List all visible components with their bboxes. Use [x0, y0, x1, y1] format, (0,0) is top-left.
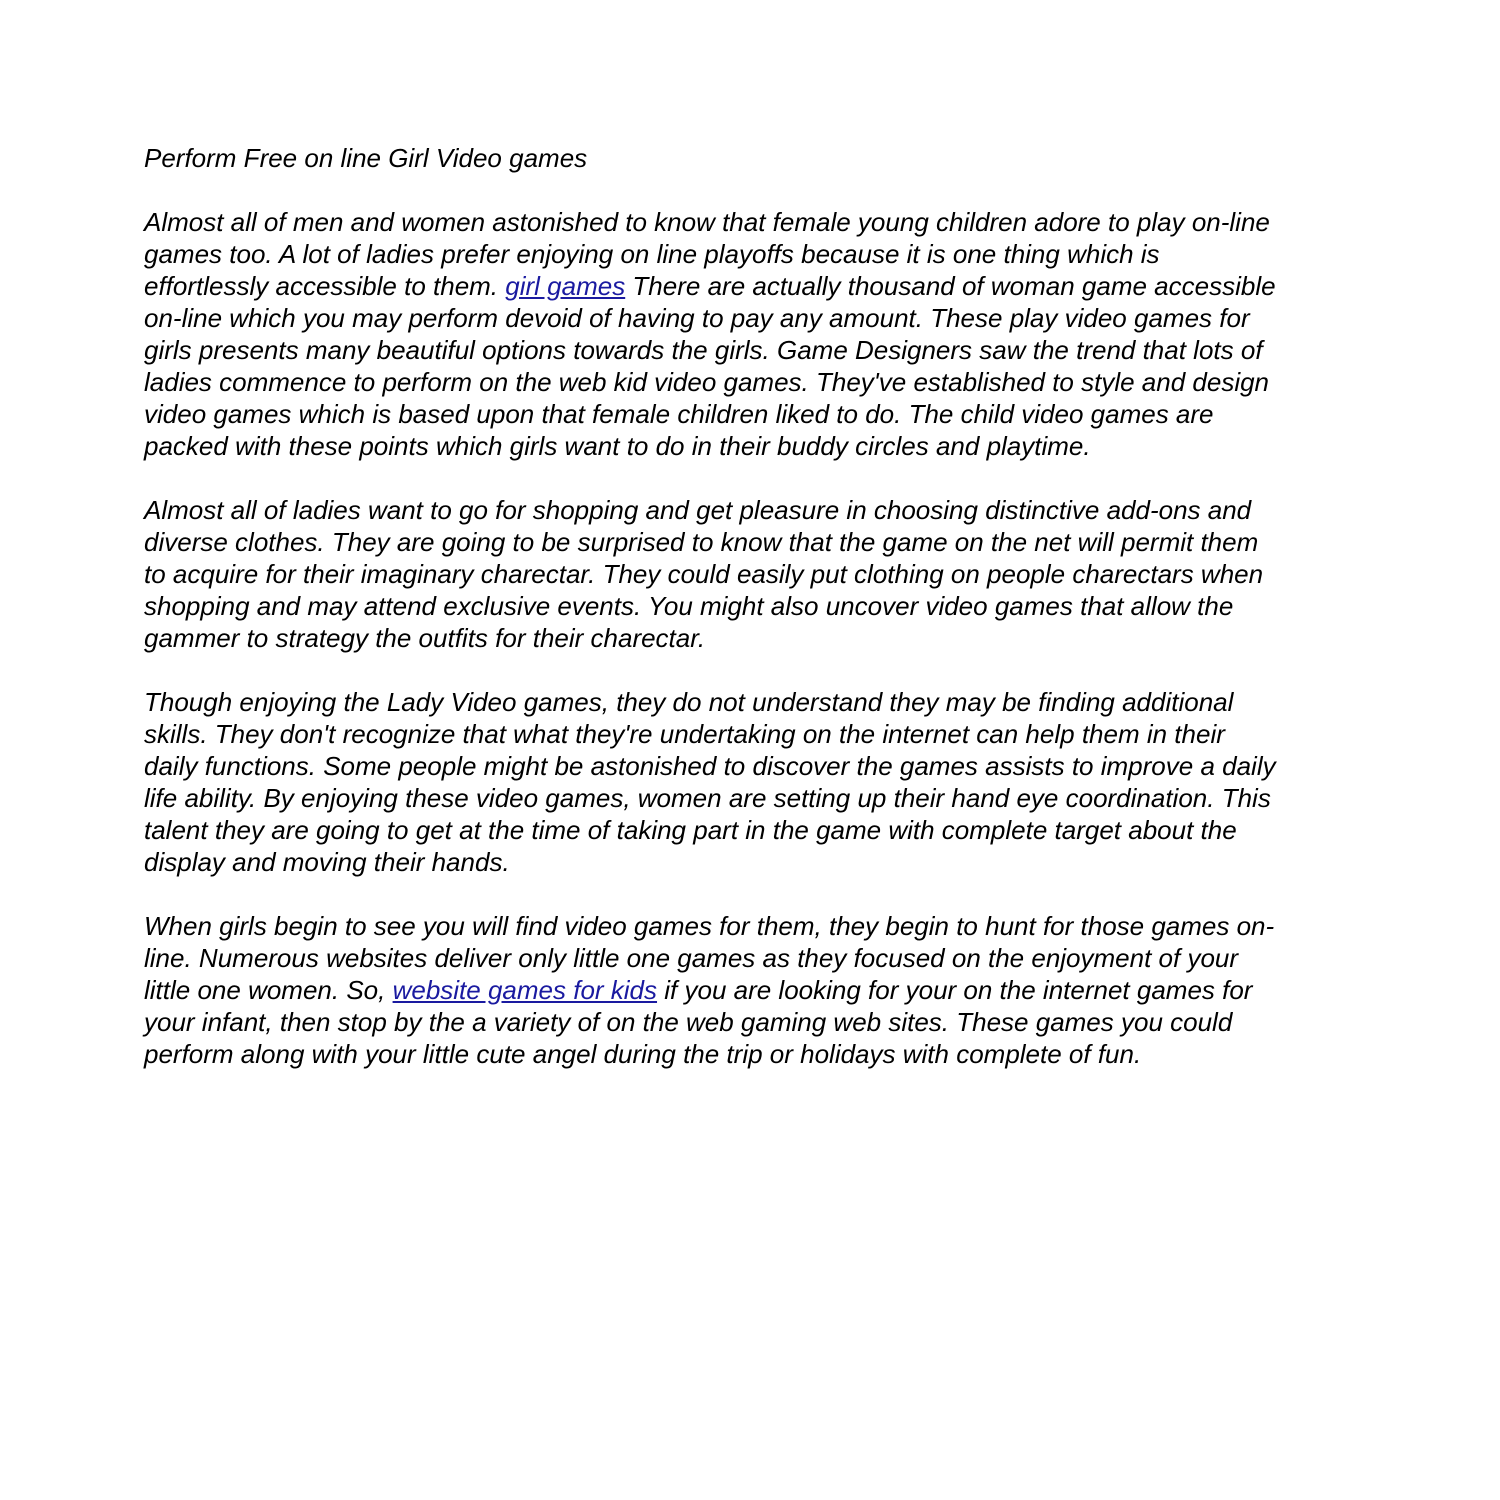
girl-games-link[interactable]: girl games [505, 271, 626, 301]
text-line: talent they are going to get at the time of taking part in the game with complete target about the [144, 815, 1237, 845]
text-segment: There are actually thousand of woman game accessible [625, 271, 1276, 301]
text-line: shopping and may attend exclusive events. You might also uncover video games that allow the [144, 591, 1234, 621]
text-line: display and moving their hands. [144, 847, 510, 877]
document-title: Perform Free on line Girl Video games [144, 143, 588, 173]
text-line [144, 974, 1276, 1006]
website-games-for-kids-link[interactable]: website games for kids [392, 975, 658, 1005]
text-line: ladies commence to perform on the web kid video games. They've established to style and design [144, 367, 1270, 397]
text-line: games too. A lot of ladies prefer enjoying on line playoffs because it is one thing which is [144, 239, 1160, 269]
text-line: video games which is based upon that female children liked to do. The child video games are [144, 399, 1214, 429]
paragraph-3 [144, 686, 1276, 878]
text-line: gammer to strategy the outfits for their charectar. [144, 623, 706, 653]
paragraph-1 [144, 206, 1276, 462]
text-line: on-line which you may perform devoid of having to pay any amount. These play video games for [144, 303, 1250, 333]
text-line: girls presents many beautiful options towards the girls. Game Designers saw the trend that lots of [144, 335, 1263, 365]
paragraph-4 [144, 910, 1276, 1070]
text-line: skills. They don't recognize that what they're undertaking on the internet can help them in their [144, 719, 1225, 749]
text-line: Almost all of men and women astonished to know that female young children adore to play on-line [144, 207, 1270, 237]
text-line: to acquire for their imaginary charectar. They could easily put clothing on people charectars when [144, 559, 1264, 589]
text-line: When girls begin to see you will find video games for them, they begin to hunt for those games on- [144, 911, 1275, 941]
text-line: packed with these points which girls want to do in their buddy circles and playtime. [144, 431, 1091, 461]
text-line: perform along with your little cute angel during the trip or holidays with complete of fun. [144, 1039, 1142, 1069]
text-line: life ability. By enjoying these video games, women are setting up their hand eye coordination. This [144, 783, 1271, 813]
text-line: daily functions. Some people might be astonished to discover the games assists to improve a daily [144, 751, 1276, 781]
text-line [144, 270, 1276, 302]
document-body [144, 142, 1276, 1070]
text-line: your infant, then stop by the a variety of on the web gaming web sites. These games you could [144, 1007, 1233, 1037]
paragraph-2 [144, 494, 1276, 654]
text-segment: little one women. So, [144, 975, 393, 1005]
text-segment: effortlessly accessible to them. [144, 271, 506, 301]
text-line: line. Numerous websites deliver only little one games as they focused on the enjoyment of your [144, 943, 1239, 973]
text-line: Almost all of ladies want to go for shopping and get pleasure in choosing distinctive add-ons and [144, 495, 1252, 525]
text-segment: if you are looking for your on the internet games for [657, 975, 1253, 1005]
text-line: Though enjoying the Lady Video games, they do not understand they may be finding additional [144, 687, 1234, 717]
text-line: diverse clothes. They are going to be surprised to know that the game on the net will permit them [144, 527, 1259, 557]
